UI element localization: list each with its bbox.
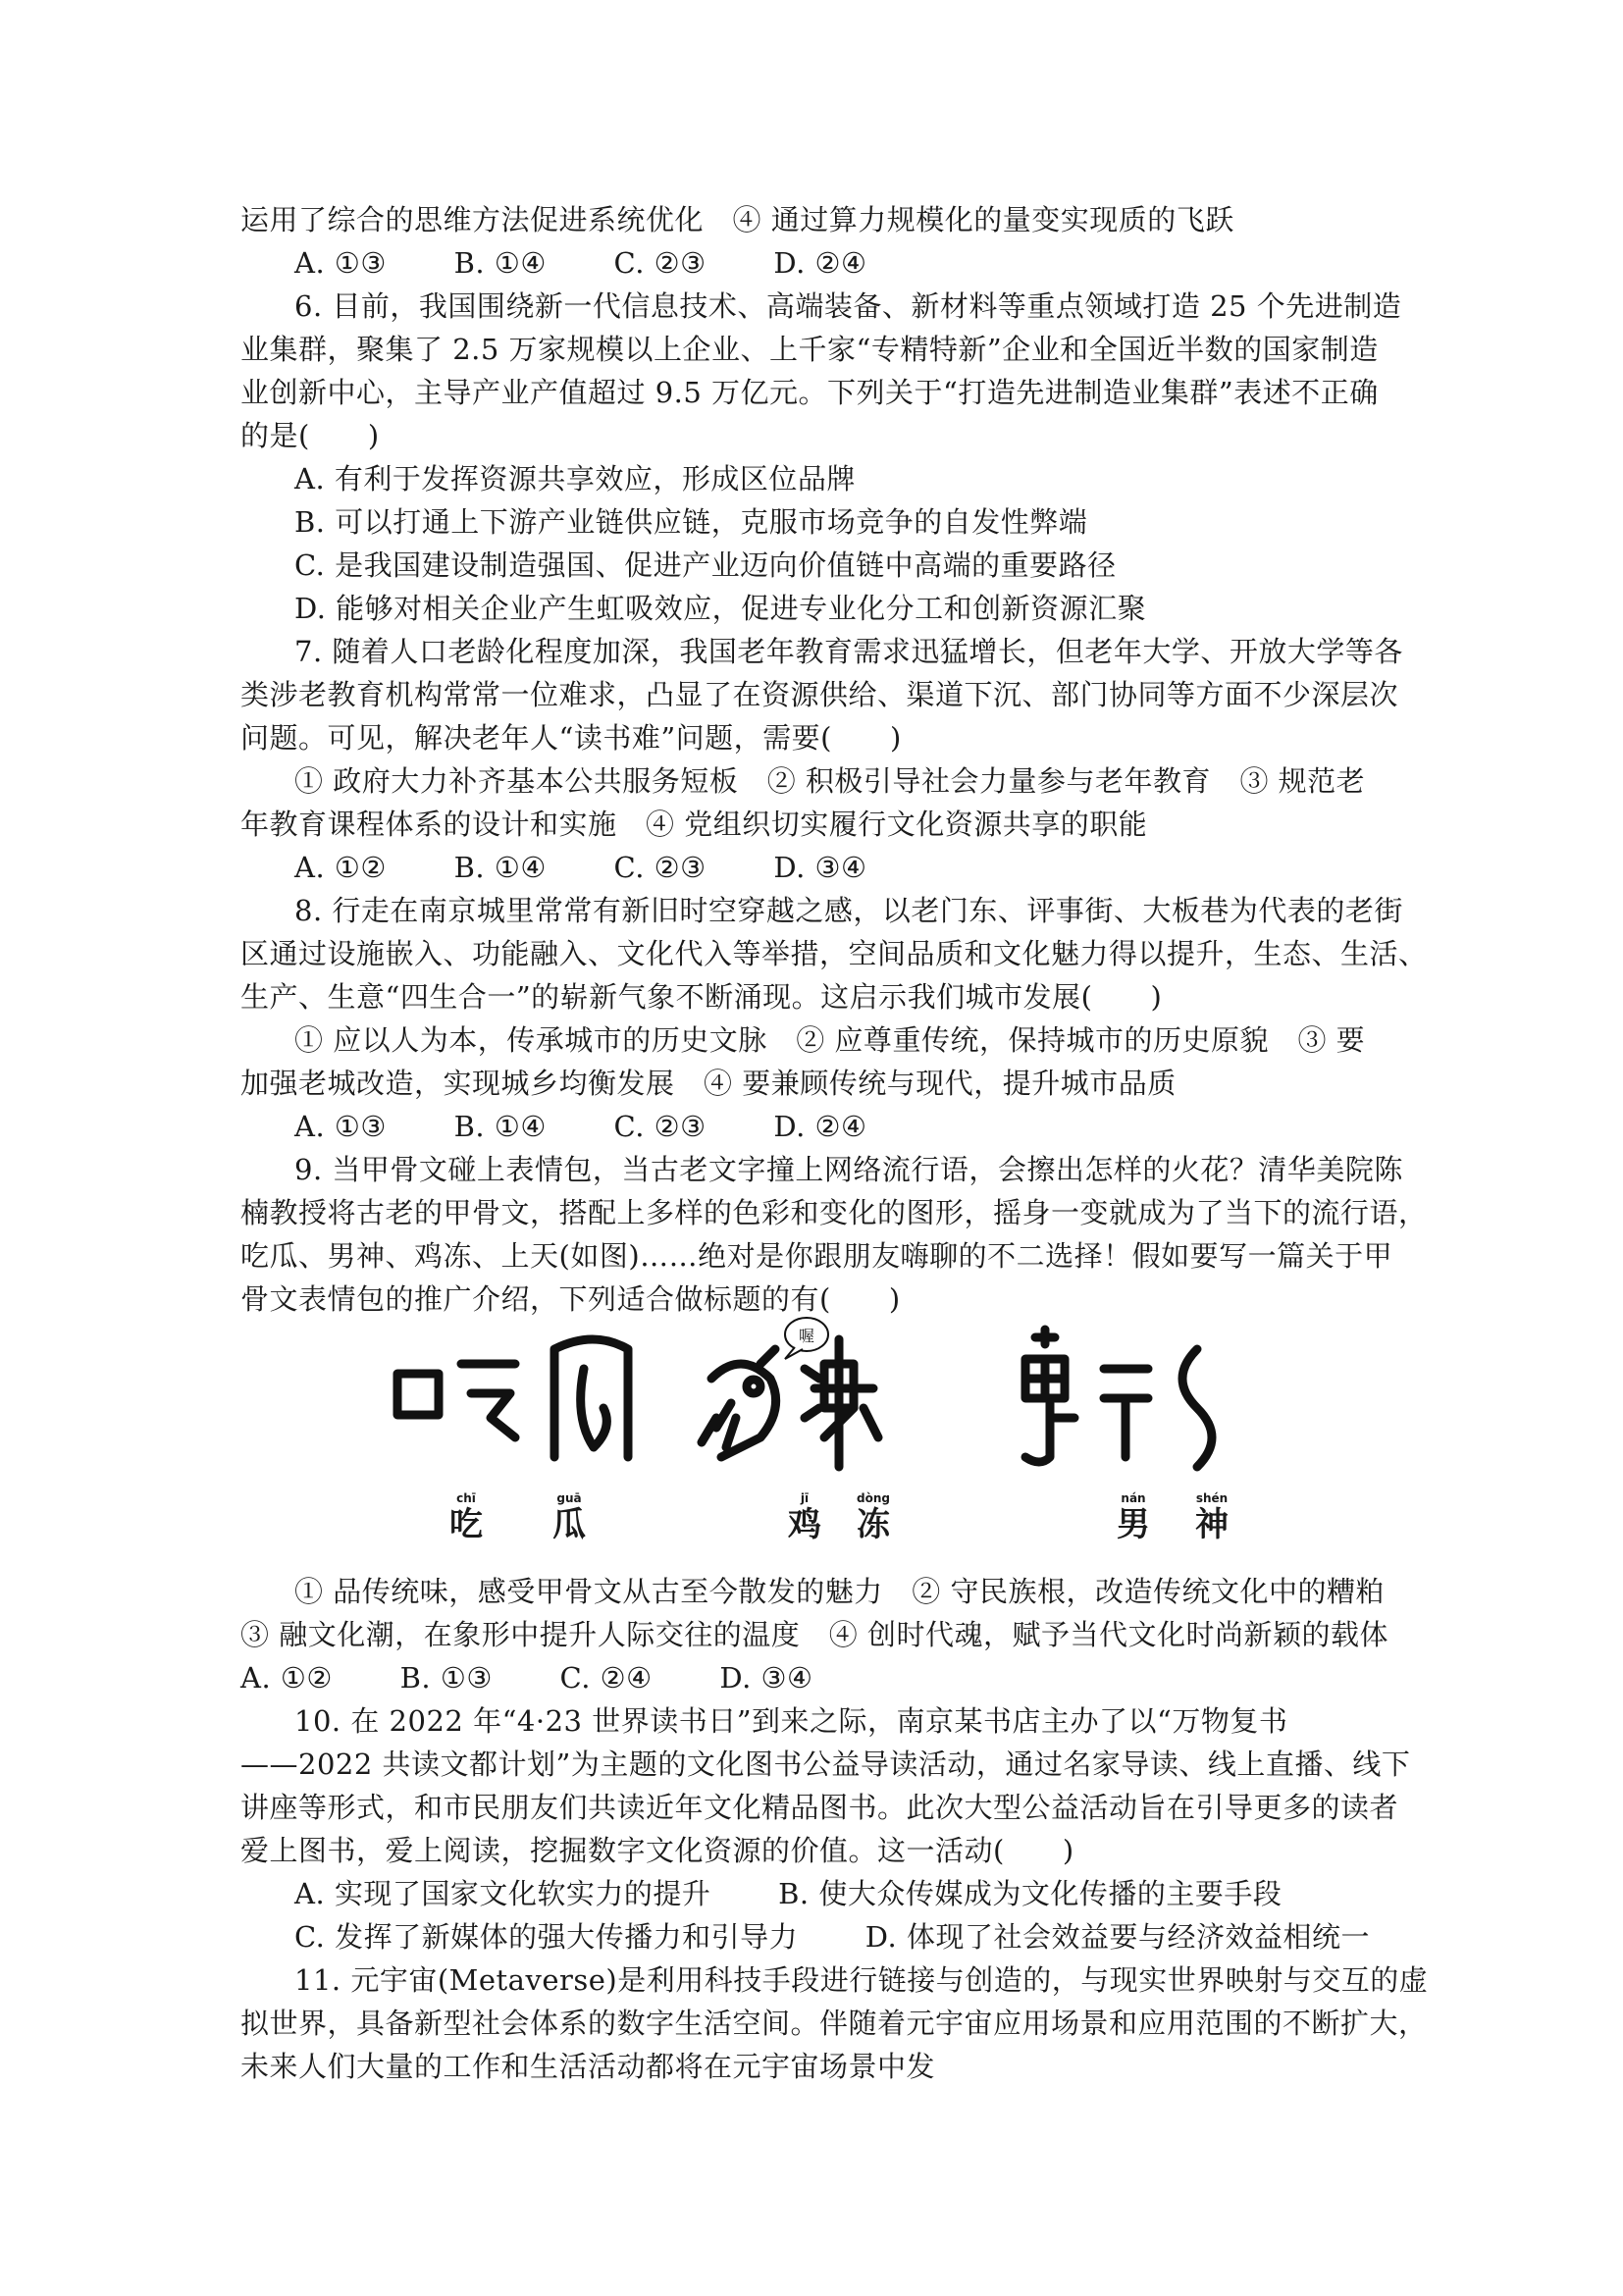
caption-gua: [540, 1491, 599, 1544]
speech-bubble-text: 喔: [798, 1327, 815, 1345]
text-line: 业集群，聚集了 2.5 万家规模以上企业、上千家“专精特新”企业和全国近半数的国家制造: [240, 333, 1379, 366]
text-line: 业创新中心，主导产业产值超过 9.5 万亿元。下列关于“打造先进制造业集群”表述不正确: [240, 376, 1379, 409]
glyph-ji: [702, 1349, 776, 1457]
hanzi-label: 鸡: [788, 1505, 821, 1544]
option-b: B. 可以打通上下游产业链供应链，克服市场竞争的自发性弊端: [294, 505, 1088, 539]
question-11-stem: 11. 元宇宙(Metaverse)是利用科技手段进行链接与创造的，与现实世界映射与交互的虚: [294, 1963, 1429, 1997]
answer-options: A. ①② B. ①④ C. ②③ D. ③④: [294, 851, 867, 884]
question-6-stem: 6. 目前，我国围绕新一代信息技术、高端装备、新材料等重点领域打造 25 个先进制造: [294, 289, 1402, 323]
glyph-nan: [1025, 1330, 1074, 1462]
pinyin-label: guā: [556, 1491, 582, 1505]
text-line: 讲座等形式，和市民朋友们共读近年文化精品图书。此次大型公益活动旨在引导更多的读者: [240, 1791, 1399, 1824]
text-line: 爱上图书，爱上阅读，挖掘数字文化资源的价值。这一活动( ): [240, 1834, 1074, 1867]
caption-chi: [437, 1491, 496, 1544]
option-c: C. 是我国建设制造强国、促进产业迈向价值链中高端的重要路径: [294, 548, 1117, 582]
glyph-shen: [1104, 1349, 1212, 1467]
glyph-dong: [805, 1339, 878, 1467]
text-line: 问题。可见，解决老年人“读书难”问题，需要( ): [240, 721, 902, 755]
question-8-stem: 8. 行走在南京城里常常有新旧时空穿越之感，以老门东、评事街、大板巷为代表的老街: [294, 894, 1403, 927]
text-line: 生产、生意“四生合一”的崭新气象不断涌现。这启示我们城市发展( ): [240, 980, 1163, 1014]
statement-line: ③ 融文化潮，在象形中提升人际交往的温度 ④ 创时代魂，赋予当代文化时尚新颖的载体: [240, 1618, 1388, 1651]
hanzi-label: 冻: [857, 1505, 890, 1544]
option-c-d: C. 发挥了新媒体的强大传播力和引导力 D. 体现了社会效益要与经济效益相统一: [294, 1920, 1370, 1954]
hanzi-label: 男: [1117, 1505, 1150, 1544]
option-a: A. 有利于发挥资源共享效应，形成区位品牌: [294, 462, 856, 496]
answer-options: A. ①② B. ①③ C. ②④ D. ③④: [240, 1661, 813, 1695]
statement-line: ① 品传统味，感受甲骨文从古至今散发的魅力 ② 守民族根，改造传统文化中的糟粕: [294, 1575, 1385, 1608]
text-line: 区通过设施嵌入、功能融入、文化代入等举措，空间品质和文化魅力得以提升，生态、生活、: [240, 937, 1428, 970]
text-line: 运用了综合的思维方法促进系统优化 ④ 通过算力规模化的量变实现质的飞跃: [240, 203, 1234, 236]
glyph-gua: [554, 1339, 628, 1457]
text-line: 楠教授将古老的甲骨文，搭配上多样的色彩和变化的图形，摇身一变就成为了当下的流行语，: [240, 1196, 1428, 1229]
text-line: 未来人们大量的工作和生活活动都将在元宇宙场景中发: [240, 2050, 936, 2083]
caption-dong: [844, 1491, 903, 1544]
statement-line: 加强老城改造，实现城乡均衡发展 ④ 要兼顾传统与现代，提升城市品质: [240, 1067, 1177, 1100]
text-line: ——2022 共读文都计划”为主题的文化图书公益导读活动，通过名家导读、线上直播、线下: [240, 1748, 1411, 1781]
option-a-b: A. 实现了国家文化软实力的提升 B. 使大众传媒成为文化传播的主要手段: [294, 1877, 1283, 1910]
option-d: D. 能够对相关企业产生虹吸效应，促进专业化分工和创新资源汇聚: [294, 592, 1147, 625]
caption-shen: [1182, 1491, 1241, 1544]
statement-line: 年教育课程体系的设计和实施 ④ 党组织切实履行文化资源共享的职能: [240, 808, 1148, 841]
oracle-glyphs-illustration: [383, 1310, 1305, 1496]
pinyin-label: chī: [456, 1491, 476, 1505]
hanzi-label: 神: [1195, 1505, 1229, 1544]
hanzi-label: 吃: [449, 1505, 483, 1544]
pinyin-label: jī: [800, 1491, 810, 1505]
text-line: 拟世界，具备新型社会体系的数字生活空间。伴随着元宇宙应用场景和应用范围的不断扩大，: [240, 2007, 1428, 2040]
text-line: 骨文表情包的推广介绍，下列适合做标题的有( ): [240, 1282, 901, 1316]
caption-ji: [775, 1491, 834, 1544]
question-7-stem: 7. 随着人口老龄化程度加深，我国老年教育需求迅猛增长，但老年大学、开放大学等各: [294, 635, 1403, 668]
hanzi-label: 瓜: [552, 1505, 586, 1544]
caption-nan: [1104, 1491, 1163, 1544]
statement-line: ① 政府大力补齐基本公共服务短板 ② 积极引导社会力量参与老年教育 ③ 规范老: [294, 764, 1366, 798]
statement-line: ① 应以人为本，传承城市的历史文脉 ② 应尊重传统，保持城市的历史原貌 ③ 要: [294, 1023, 1366, 1057]
text-line: 吃瓜、男神、鸡冻、上天(如图)……绝对是你跟朋友嗨聊的不二选择！假如要写一篇关于甲: [240, 1239, 1393, 1273]
text-line: 的是( ): [240, 419, 380, 452]
text-line: 类涉老教育机构常常一位难求，凸显了在资源供给、渠道下沉、部门协同等方面不少深层次: [240, 678, 1399, 711]
glyph-captions: [383, 1491, 1305, 1550]
pinyin-label: nán: [1121, 1491, 1146, 1505]
pinyin-label: shén: [1195, 1491, 1229, 1505]
answer-options: A. ①③ B. ①④ C. ②③ D. ②④: [294, 246, 867, 280]
oracle-bone-figure: [383, 1310, 1305, 1555]
glyph-chi: [397, 1364, 515, 1437]
question-9-stem: 9. 当甲骨文碰上表情包，当古老文字撞上网络流行语，会擦出怎样的火花？清华美院陈: [294, 1153, 1403, 1186]
question-10-stem: 10. 在 2022 年“4·23 世界读书日”到来之际，南京某书店主办了以“万物复书: [294, 1704, 1288, 1738]
answer-options: A. ①③ B. ①④ C. ②③ D. ②④: [294, 1110, 867, 1143]
speech-bubble: [785, 1318, 828, 1359]
pinyin-label: dòng: [857, 1491, 890, 1505]
